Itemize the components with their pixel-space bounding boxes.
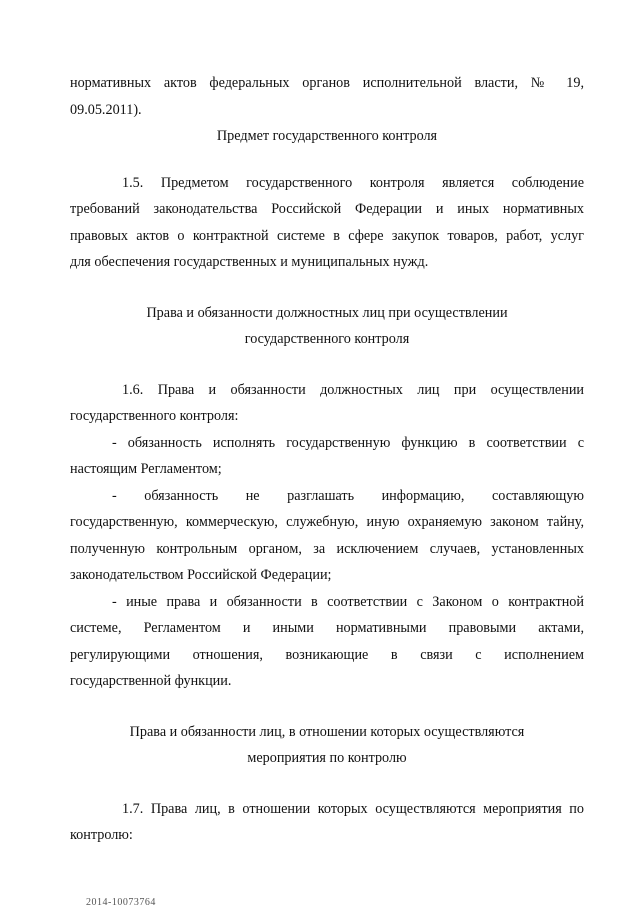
bullet-3-line-2: системе, Регламентом и иными нормативными правовыми актами,: [70, 620, 584, 636]
bullet-3-line-1: - иные права и обязанности в соответствии с Законом о контрактной: [112, 593, 584, 610]
paragraph-1-5-line-2: требований законодательства Российской Федерации и иных нормативных: [70, 201, 584, 217]
section-title-persons-2: мероприятия по контролю: [247, 750, 407, 766]
intro-line-1: нормативных актов федеральных органов исполнительной власти, № 19,: [70, 75, 584, 91]
bullet-2-line-2: государственную, коммерческую, служебную, иную охраняемую законом тайну,: [70, 514, 584, 530]
paragraph-1-7-line-1: 1.7. Права лиц, в отношении которых осуществляются мероприятия по: [122, 800, 584, 817]
bullet-2-line-4: законодательством Российской Федерации;: [70, 567, 332, 583]
bullet-3-line-4: государственной функции.: [70, 673, 232, 689]
section-title-subject: Предмет государственного контроля: [216, 128, 438, 144]
bullet-1-line-2: настоящим Регламентом;: [70, 461, 222, 477]
paragraph-1-6-line-2: государственного контроля:: [70, 408, 239, 424]
paragraph-1-7-line-2: контролю:: [70, 827, 133, 843]
paragraph-1-5-line-3: правовых актов о контрактной системе в сфере закупок товаров, работ, услуг: [70, 227, 584, 244]
bullet-3-line-3: регулирующими отношения, возникающие в связи с исполнением: [70, 646, 584, 663]
paragraph-1-6-line-1: 1.6. Права и обязанности должностных лиц при осуществлении: [122, 381, 584, 398]
bullet-2-line-3: полученную контрольным органом, за исключением случаев, установленных: [70, 540, 584, 557]
section-title-officials-2: государственного контроля: [244, 331, 410, 347]
footer-document-id: 2014-10073764: [86, 897, 156, 908]
section-title-officials-1: Права и обязанности должностных лиц при осуществлении: [146, 304, 508, 321]
bullet-1-line-1: - обязанность исполнять государственную функцию в соответствии с: [112, 434, 584, 451]
intro-line-2: 09.05.2011).: [70, 101, 142, 118]
bullet-2-line-1: - обязанность не разглашать информацию, составляющую: [112, 487, 584, 504]
paragraph-1-5-line-4: для обеспечения государственных и муниципальных нужд.: [70, 254, 429, 270]
paragraph-1-5-line-1: 1.5. Предметом государственного контроля является соблюдение: [122, 174, 584, 191]
section-title-persons-1: Права и обязанности лиц, в отношении которых осуществляются: [129, 723, 525, 740]
